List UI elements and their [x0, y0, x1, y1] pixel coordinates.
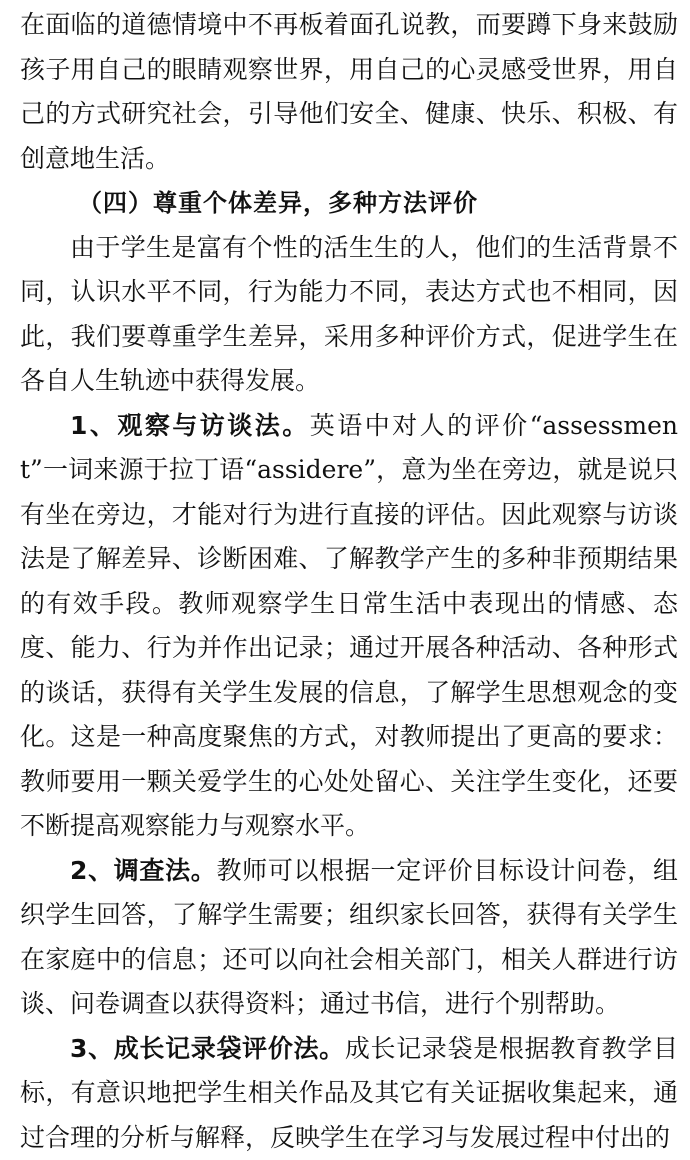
method-portfolio-paragraph: [20, 1027, 678, 1160]
intro-continuation-paragraph: 在面临的道德情境中不再板着面孔说教，而要蹲下身来鼓励孩子用自己的眼睛观察世界，用自己的心灵感受世界，用自己的方式研究社会，引导他们安全、健康、快乐、积极、有创意地生活。: [20, 3, 678, 181]
method-observation-title: 1、观察与访谈法。: [70, 411, 310, 440]
section-heading: （四）尊重个体差异，多种方法评价: [20, 181, 678, 226]
method-portfolio-body: 成长记录袋是根据教育教学目标，有意识地把学生相关作品及其它有关证据收集起来，通过合理的分析与解释，反映学生在学习与发展过程中付出的: [20, 1034, 678, 1152]
method-observation-body: 英语中对人的评价“assessment”一词来源于拉丁语“assidere”，意为坐在旁边，就是说只有坐在旁边，才能对行为进行直接的评估。因此观察与访谈法是了解差异、诊断困难、了解教学产生的多种非预期结果的有效手段。教师观察学生日常生活中表现出的情感、态度、能力、行为并作出记录；通过开展各种活动、各种形式的谈话，获得有关学生发展的信息，了解学生思想观念的变化。这是一种高度聚焦的方式，对教师提出了更高的要求：教师要用一颗关爱学生的心处处留心、关注学生变化，还要不断提高观察能力与观察水平。: [20, 411, 678, 841]
method-portfolio-title: 3、成长记录袋评价法。: [70, 1034, 345, 1063]
method-survey-title: 2、调查法。: [70, 856, 216, 885]
method-survey-paragraph: [20, 849, 678, 1027]
section-intro-paragraph: 由于学生是富有个性的活生生的人，他们的生活背景不同，认识水平不同，行为能力不同，表达方式也不相同，因此，我们要尊重学生差异，采用多种评价方式，促进学生在各自人生轨迹中获得发展。: [20, 226, 678, 404]
method-observation-paragraph: [20, 404, 678, 849]
method-survey-body: 教师可以根据一定评价目标设计问卷，组织学生回答，了解学生需要；组织家长回答，获得有关学生在家庭中的信息；还可以向社会相关部门，相关人群进行访谈、问卷调查以获得资料；通过书信，进行个别帮助。: [20, 856, 678, 1019]
